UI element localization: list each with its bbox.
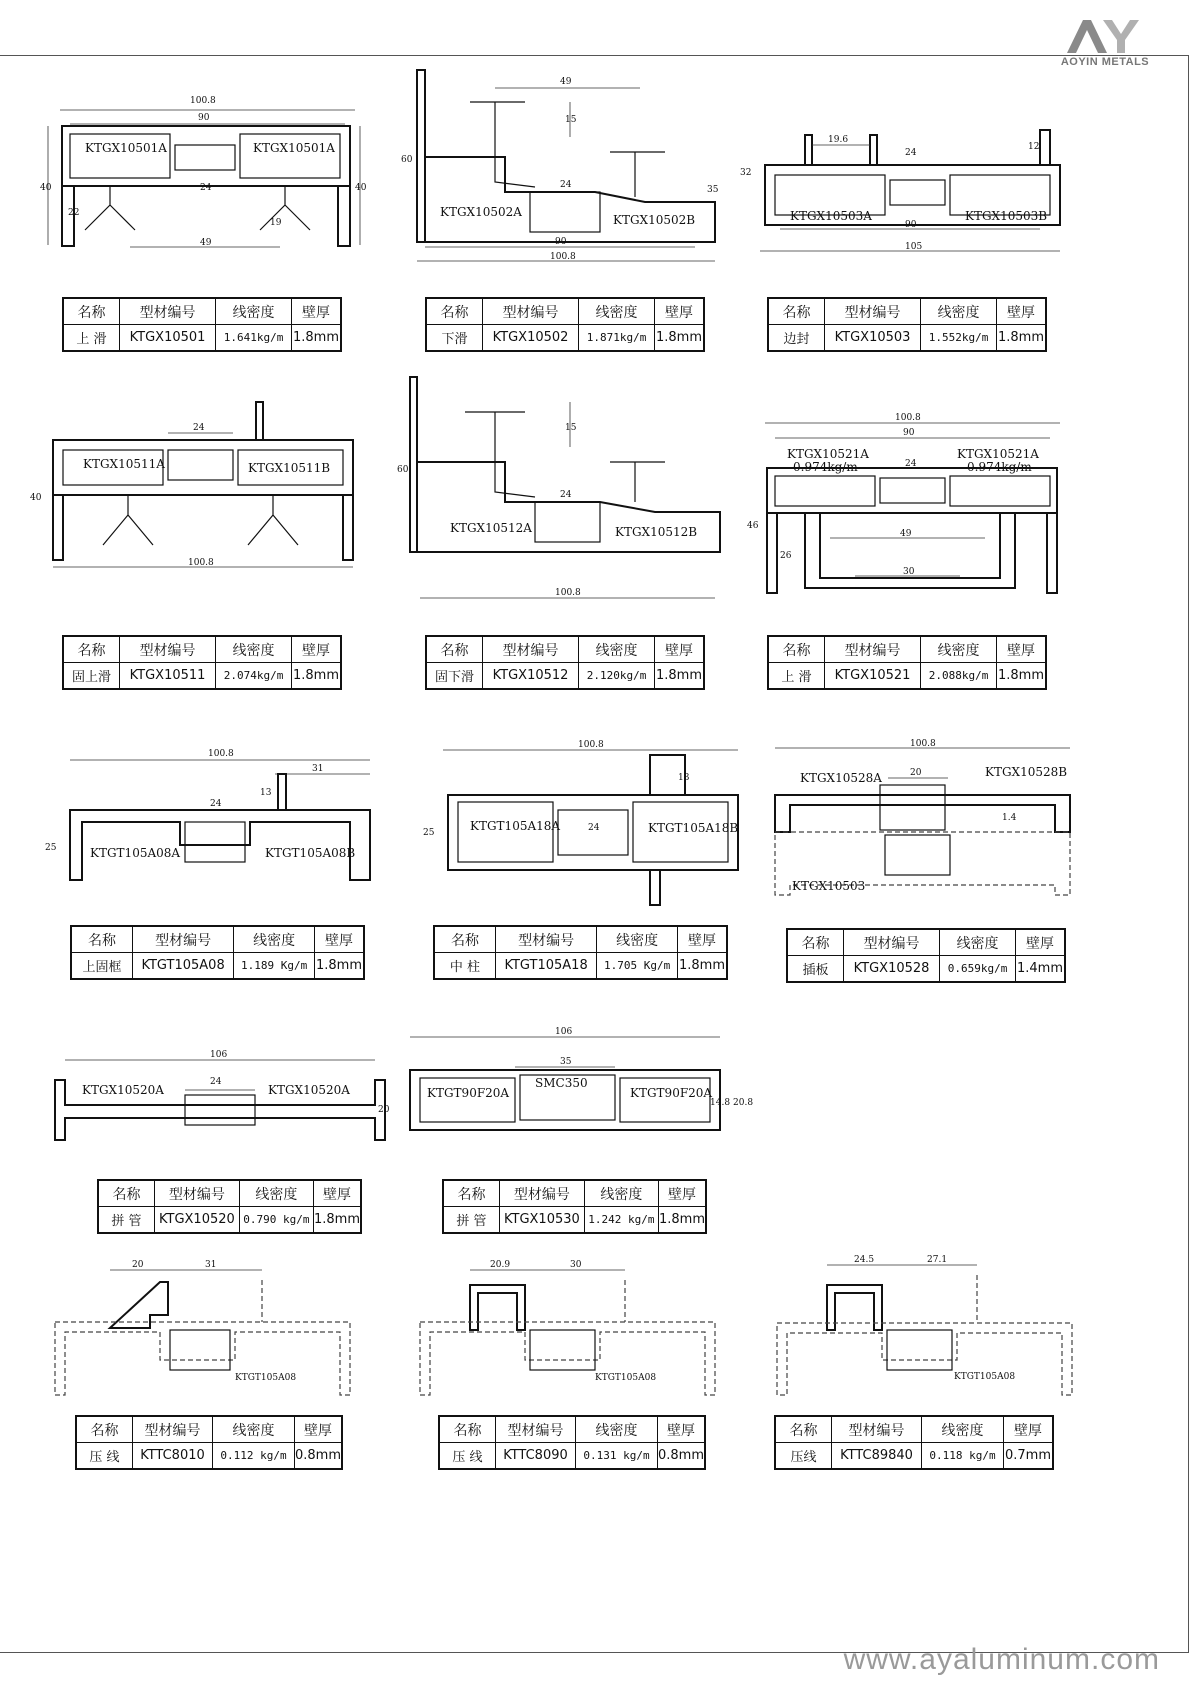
dim: 24: [905, 459, 917, 469]
cell-code: KTGX10501: [120, 325, 216, 352]
dim: 90: [903, 428, 915, 438]
dim: 60: [401, 155, 413, 165]
profile-label: KTGX10503: [792, 879, 866, 893]
profile-p3: [740, 125, 1070, 275]
dim: 24: [200, 183, 212, 193]
profile-label: KTGT105A18A: [470, 819, 561, 833]
dim: 31: [312, 764, 324, 774]
profile-label: KTGT105A08B: [265, 846, 356, 860]
header-density: 线密度: [940, 929, 1016, 956]
profile-label: KTGT105A08A: [90, 846, 181, 860]
profile-p4: [28, 400, 368, 580]
cell-name: 拼 管: [443, 1207, 500, 1234]
spec-table-p3: [767, 297, 1047, 352]
dim: 24: [210, 1077, 222, 1087]
profile-drawing-p7: [40, 740, 380, 900]
dim: 24: [560, 180, 572, 190]
profile-p13: [415, 1260, 720, 1405]
header-code: 型材编号: [120, 636, 216, 663]
header-wall: 壁厚: [658, 1180, 706, 1207]
header-density: 线密度: [579, 298, 655, 325]
cell-density: 2.074kg/m: [216, 663, 292, 690]
profile-drawing-p11: [405, 1025, 754, 1140]
header-density: 线密度: [921, 636, 997, 663]
cell-wall: 0.8mm: [294, 1443, 342, 1470]
header-name: 名称: [98, 1180, 155, 1207]
profile-p6: [745, 408, 1070, 608]
cell-density: 0.790 kg/m: [239, 1207, 313, 1234]
cell-density: 1.705 Kg/m: [597, 953, 678, 980]
profile-label: KTGX10501A: [85, 141, 167, 155]
website-url: www.ayaluminum.com: [843, 1643, 1160, 1676]
cell-wall: 1.8mm: [658, 1207, 706, 1234]
dim: 24: [905, 148, 917, 158]
profile-label: KTGT105A08: [235, 1373, 297, 1383]
cell-wall: 1.8mm: [313, 1207, 361, 1234]
cell-name: 中 柱: [434, 953, 496, 980]
header-wall: 壁厚: [997, 298, 1047, 325]
cell-name: 压 线: [439, 1443, 496, 1470]
profile-label: KTGX10520A: [82, 1083, 164, 1097]
header-name: 名称: [787, 929, 844, 956]
cell-density: 1.871kg/m: [579, 325, 655, 352]
cell-density: 1.189 Kg/m: [234, 953, 315, 980]
dim: 20: [378, 1105, 390, 1115]
cell-code: KTGX10503: [825, 325, 921, 352]
dim: 24: [193, 423, 205, 433]
header-name: 名称: [63, 636, 120, 663]
cell-wall: 1.8mm: [997, 663, 1047, 690]
header-name: 名称: [426, 298, 483, 325]
spec-table-p1: [62, 297, 342, 352]
profile-label: KTGX10503B: [965, 209, 1048, 223]
cell-code: KTGX10520: [155, 1207, 240, 1234]
dim: 49: [200, 238, 212, 248]
dim: 26: [780, 551, 792, 561]
profile-label: KTGX10528A: [800, 771, 882, 785]
profile-p9: [770, 740, 1080, 910]
dim: 105: [905, 242, 923, 252]
spec-table-p8: [433, 925, 728, 980]
header-name: 名称: [426, 636, 483, 663]
dim: 20: [910, 768, 922, 778]
cell-name: 上 滑: [768, 663, 825, 690]
profile-label: KTGX10502A: [440, 205, 522, 219]
cell-code: KTGX10528: [844, 956, 940, 983]
dim: 24: [588, 823, 600, 833]
profile-label: KTGX10521A: [957, 447, 1039, 461]
header-code: 型材编号: [133, 1416, 213, 1443]
header-density: 线密度: [584, 1180, 658, 1207]
dim: 14.8: [710, 1098, 731, 1108]
header-code: 型材编号: [133, 926, 234, 953]
dim: 31: [205, 1260, 217, 1270]
header-density: 线密度: [922, 1416, 1004, 1443]
profile-p11: [405, 1025, 754, 1140]
header-density: 线密度: [234, 926, 315, 953]
header-density: 线密度: [239, 1180, 313, 1207]
profile-p7: [40, 740, 380, 900]
cell-code: KTGT105A18: [496, 953, 597, 980]
dim: 35: [707, 185, 719, 195]
spec-table-p14: [774, 1415, 1054, 1470]
header-wall: 壁厚: [1016, 929, 1066, 956]
profile-label: 0.974kg/m: [793, 460, 858, 474]
dim: 100.8: [578, 740, 604, 750]
profile-drawing-p6: [745, 408, 1070, 608]
dim: 100.8: [910, 739, 936, 749]
profile-p1: [40, 90, 370, 270]
profile-label: KTGT90F20A: [630, 1086, 713, 1100]
dim: 90: [905, 220, 917, 230]
cell-wall: 1.8mm: [655, 325, 705, 352]
profile-drawing-p4: [28, 400, 368, 580]
cell-density: 1.552kg/m: [921, 325, 997, 352]
header-density: 线密度: [597, 926, 678, 953]
cell-name: 上 滑: [63, 325, 120, 352]
header-wall: 壁厚: [1004, 1416, 1054, 1443]
dim: 15: [565, 423, 577, 433]
profile-drawing-p10: [50, 1050, 390, 1150]
profile-drawing-p13: [415, 1260, 720, 1405]
brand-name: AOYIN METALS: [1060, 56, 1150, 68]
dim: 106: [555, 1027, 573, 1037]
header-density: 线密度: [579, 636, 655, 663]
dim: 100.8: [555, 588, 581, 598]
cell-name: 压线: [775, 1443, 832, 1470]
cell-name: 拼 管: [98, 1207, 155, 1234]
dim: 20.8: [733, 1098, 754, 1108]
cell-code: KTGX10512: [483, 663, 579, 690]
cell-code: KTGX10511: [120, 663, 216, 690]
dim: 100.8: [188, 558, 214, 568]
profile-label: KTGT105A18B: [648, 821, 739, 835]
header-density: 线密度: [216, 636, 292, 663]
cell-code: KTGX10530: [500, 1207, 585, 1234]
cell-name: 边封: [768, 325, 825, 352]
profile-label: SMC350: [535, 1076, 588, 1090]
dim: 20: [132, 1260, 144, 1270]
spec-table-p13: [438, 1415, 706, 1470]
dim: 27.1: [927, 1255, 948, 1265]
profile-drawing-p1: [40, 90, 370, 270]
cell-density: 1.641kg/m: [216, 325, 292, 352]
dim: 25: [45, 843, 57, 853]
header-name: 名称: [76, 1416, 133, 1443]
profile-label: KTGX10503A: [790, 209, 872, 223]
dim: 15: [565, 115, 577, 125]
spec-table-p10: [97, 1179, 362, 1234]
ay-logo-mark: [1065, 18, 1145, 54]
dim: 19.6: [828, 135, 849, 145]
profile-label: KTGT90F20A: [427, 1086, 510, 1100]
header-density: 线密度: [921, 298, 997, 325]
cell-wall: 1.8mm: [678, 953, 728, 980]
dim: 100.8: [550, 252, 576, 262]
profile-label: KTGX10502B: [613, 213, 696, 227]
dim: 40: [355, 183, 367, 193]
dim: 40: [40, 183, 52, 193]
dim: 35: [560, 1057, 572, 1067]
profile-p10: [50, 1050, 390, 1150]
profile-label: KTGX10501A: [253, 141, 335, 155]
header-wall: 壁厚: [655, 298, 705, 325]
header-wall: 壁厚: [294, 1416, 342, 1443]
dim: 30: [903, 567, 915, 577]
brand-logo: [1050, 18, 1160, 68]
dim: 49: [900, 529, 912, 539]
dim: 100.8: [208, 749, 234, 759]
header-name: 名称: [775, 1416, 832, 1443]
spec-table-p6: [767, 635, 1047, 690]
cell-wall: 1.8mm: [655, 663, 705, 690]
dim: 20.9: [490, 1260, 511, 1270]
cell-density: 0.112 kg/m: [212, 1443, 294, 1470]
cell-code: KTGX10502: [483, 325, 579, 352]
cell-name: 插板: [787, 956, 844, 983]
profile-drawing-p2: [395, 62, 725, 277]
header-name: 名称: [439, 1416, 496, 1443]
header-wall: 壁厚: [313, 1180, 361, 1207]
profile-drawing-p12: [50, 1260, 355, 1405]
cell-wall: 1.8mm: [292, 325, 342, 352]
cell-name: 固上滑: [63, 663, 120, 690]
cell-code: KTTC8090: [496, 1443, 576, 1470]
profile-p2: [395, 62, 725, 277]
header-name: 名称: [63, 298, 120, 325]
dim: 49: [560, 77, 572, 87]
header-code: 型材编号: [483, 298, 579, 325]
dim: 100.8: [895, 413, 921, 423]
header-name: 名称: [71, 926, 133, 953]
dim: 12: [1028, 142, 1040, 152]
dim: 32: [740, 168, 752, 178]
dim: 13: [678, 773, 690, 783]
profile-drawing-p14: [772, 1255, 1077, 1405]
dim: 1.4: [1002, 813, 1017, 823]
dim: 90: [555, 237, 567, 247]
profile-drawing-p3: [740, 125, 1070, 275]
header-wall: 壁厚: [292, 636, 342, 663]
header-wall: 壁厚: [997, 636, 1047, 663]
cell-code: KTGX10521: [825, 663, 921, 690]
dim: 90: [198, 113, 210, 123]
dim: 24: [560, 490, 572, 500]
profile-label: KTGT105A08: [595, 1373, 657, 1383]
spec-table-p7: [70, 925, 365, 980]
header-code: 型材编号: [825, 636, 921, 663]
header-code: 型材编号: [496, 926, 597, 953]
header-wall: 壁厚: [657, 1416, 705, 1443]
header-code: 型材编号: [483, 636, 579, 663]
header-code: 型材编号: [825, 298, 921, 325]
header-name: 名称: [768, 636, 825, 663]
profile-drawing-p8: [418, 740, 748, 910]
profile-label: KTGT105A08: [954, 1372, 1016, 1382]
cell-name: 上固框: [71, 953, 133, 980]
header-name: 名称: [434, 926, 496, 953]
profile-p14: [772, 1255, 1077, 1405]
cell-density: 0.131 kg/m: [575, 1443, 657, 1470]
header-density: 线密度: [216, 298, 292, 325]
cell-wall: 1.8mm: [315, 953, 365, 980]
profile-label: KTGX10512A: [450, 521, 532, 535]
header-code: 型材编号: [155, 1180, 240, 1207]
header-wall: 壁厚: [655, 636, 705, 663]
header-code: 型材编号: [496, 1416, 576, 1443]
profile-label: KTGX10511B: [248, 461, 331, 475]
spec-table-p4: [62, 635, 342, 690]
spec-table-p2: [425, 297, 705, 352]
cell-density: 0.659kg/m: [940, 956, 1016, 983]
spec-table-p5: [425, 635, 705, 690]
header-code: 型材编号: [832, 1416, 922, 1443]
dim: 60: [397, 465, 409, 475]
cell-wall: 0.7mm: [1004, 1443, 1054, 1470]
dim: 24: [210, 799, 222, 809]
cell-name: 下滑: [426, 325, 483, 352]
dim: 24.5: [854, 1255, 875, 1265]
cell-density: 1.242 kg/m: [584, 1207, 658, 1234]
spec-table-p9: [786, 928, 1066, 983]
cell-code: KTTC89840: [832, 1443, 922, 1470]
profile-p8: [418, 740, 748, 910]
profile-label: KTGX10521A: [787, 447, 869, 461]
profile-label: KTGX10528B: [985, 765, 1068, 779]
dim: 100.8: [190, 96, 216, 106]
dim: 22: [68, 208, 80, 218]
dim: 13: [260, 788, 272, 798]
header-name: 名称: [768, 298, 825, 325]
profile-label: KTGX10520A: [268, 1083, 350, 1097]
cell-density: 2.120kg/m: [579, 663, 655, 690]
dim: 30: [570, 1260, 582, 1270]
profile-label: KTGX10511A: [83, 457, 165, 471]
cell-code: KTTC8010: [133, 1443, 213, 1470]
profile-p5: [395, 372, 725, 602]
header-density: 线密度: [575, 1416, 657, 1443]
cell-density: 0.118 kg/m: [922, 1443, 1004, 1470]
header-code: 型材编号: [500, 1180, 585, 1207]
cell-wall: 1.8mm: [292, 663, 342, 690]
header-code: 型材编号: [120, 298, 216, 325]
spec-table-p11: [442, 1179, 707, 1234]
cell-name: 压 线: [76, 1443, 133, 1470]
header-wall: 壁厚: [315, 926, 365, 953]
cell-wall: 0.8mm: [657, 1443, 705, 1470]
header-wall: 壁厚: [292, 298, 342, 325]
profile-drawing-p9: [770, 740, 1080, 910]
profile-p12: [50, 1260, 355, 1405]
cell-name: 固下滑: [426, 663, 483, 690]
header-wall: 壁厚: [678, 926, 728, 953]
dim: 40: [30, 493, 42, 503]
cell-density: 2.088kg/m: [921, 663, 997, 690]
dim: 106: [210, 1050, 228, 1060]
profile-label: 0.974kg/m: [967, 460, 1032, 474]
header-name: 名称: [443, 1180, 500, 1207]
spec-table-p12: [75, 1415, 343, 1470]
dim: 25: [423, 828, 435, 838]
header-density: 线密度: [212, 1416, 294, 1443]
dim: 19: [270, 218, 282, 228]
cell-code: KTGT105A08: [133, 953, 234, 980]
cell-wall: 1.4mm: [1016, 956, 1066, 983]
dim: 46: [747, 521, 759, 531]
header-code: 型材编号: [844, 929, 940, 956]
cell-wall: 1.8mm: [997, 325, 1047, 352]
profile-drawing-p5: [395, 372, 725, 602]
profile-label: KTGX10512B: [615, 525, 698, 539]
